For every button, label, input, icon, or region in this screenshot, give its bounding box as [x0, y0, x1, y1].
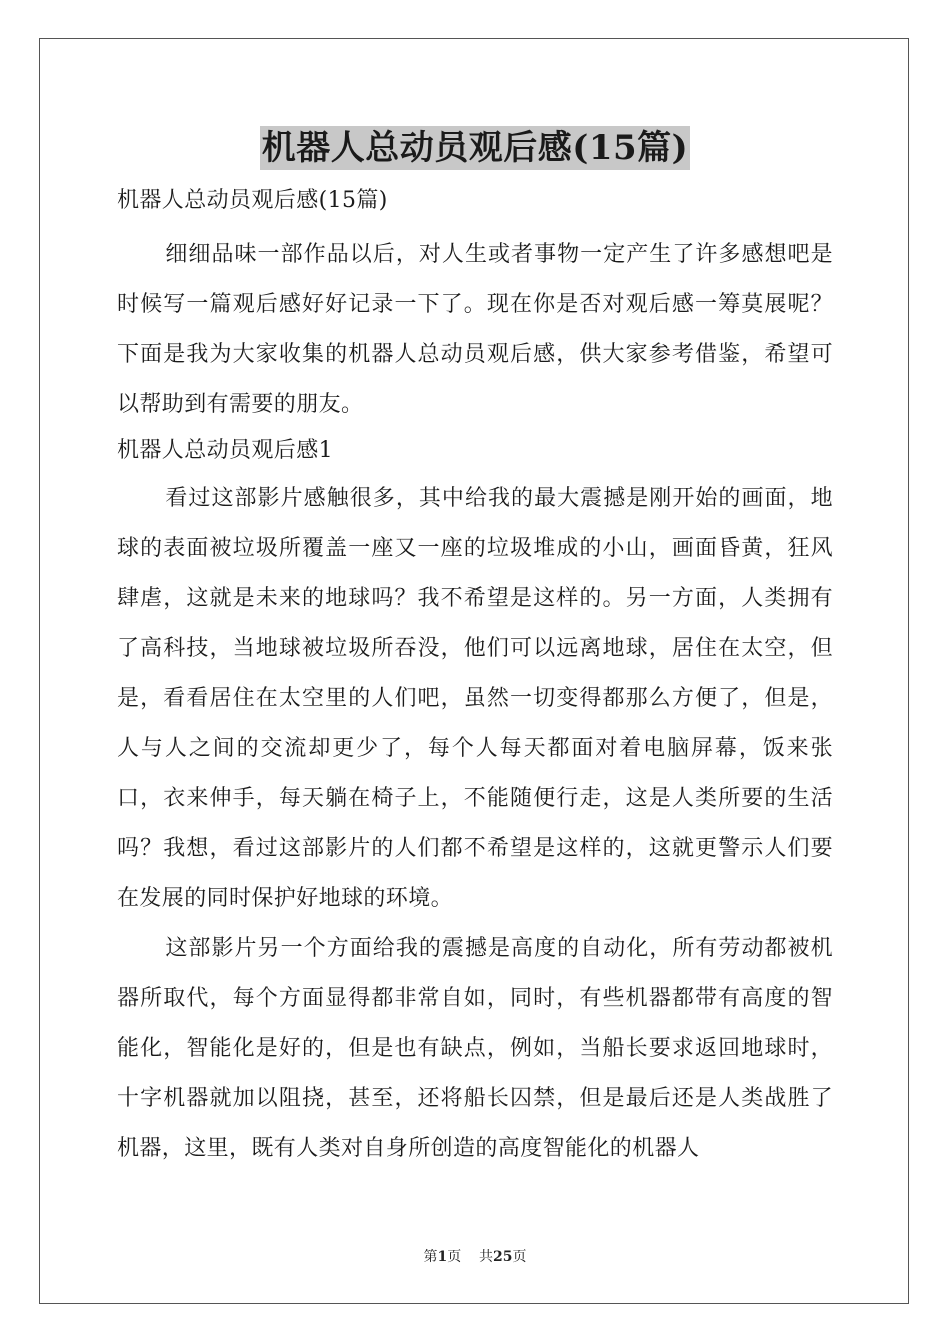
document-subtitle: 机器人总动员观后感(15篇) — [117, 188, 388, 213]
page-footer — [0, 1246, 950, 1266]
page-suffix: 页 — [447, 1249, 462, 1265]
body-paragraph-2: 这部影片另一个方面给我的震撼是高度的自动化，所有劳动都被机器所取代，每个方面显得都非常自如，同时，有些机器都带有高度的智能化，智能化是好的，但是也有缺点，例如，当船长要求返回地球时，十字机器就加以阻挠，甚至，还将船长囚禁，但是最后还是人类战胜了机器，这里，既有人类对自身所创造的高度智能化的机器人 — [117, 936, 833, 1161]
total-prefix: 共 — [479, 1249, 494, 1265]
body-paragraph-1: 看过这部影片感触很多，其中给我的最大震撼是刚开始的画面，地球的表面被垃圾所覆盖一座又一座的垃圾堆成的小山，画面昏黄，狂风肆虐，这就是未来的地球吗？我不希望是这样的。另一方面，人类拥有了高科技，当地球被垃圾所吞没，他们可以远离地球，居住在太空，但是，看看居住在太空里的人们吧，虽然一切变得都那么方便了，但是，人与人之间的交流却更少了，每个人每天都面对着电脑屏幕，饭来张口，衣来伸手，每天躺在椅子上，不能随便行走，这是人类所要的生活吗？我想，看过这部影片的人们都不希望是这样的，这就更警示人们要在发展的同时保护好地球的环境。 — [117, 486, 833, 911]
document-title: 机器人总动员观后感(15篇) — [261, 128, 689, 168]
section-heading: 机器人总动员观后感1 — [117, 438, 333, 463]
title-container — [0, 126, 950, 170]
intro-paragraph: 细细品味一部作品以后，对人生或者事物一定产生了许多感想吧是时候写一篇观后感好好记录一下了。现在你是否对观后感一筹莫展呢？下面是我为大家收集的机器人总动员观后感，供大家参考借鉴，希望可以帮助到有需要的朋友。 — [117, 242, 833, 417]
page-current: 1 — [437, 1249, 448, 1265]
page-total: 25 — [493, 1249, 513, 1265]
total-suffix: 页 — [512, 1249, 527, 1265]
page-prefix: 第 — [423, 1249, 438, 1265]
document-body — [117, 182, 833, 1174]
